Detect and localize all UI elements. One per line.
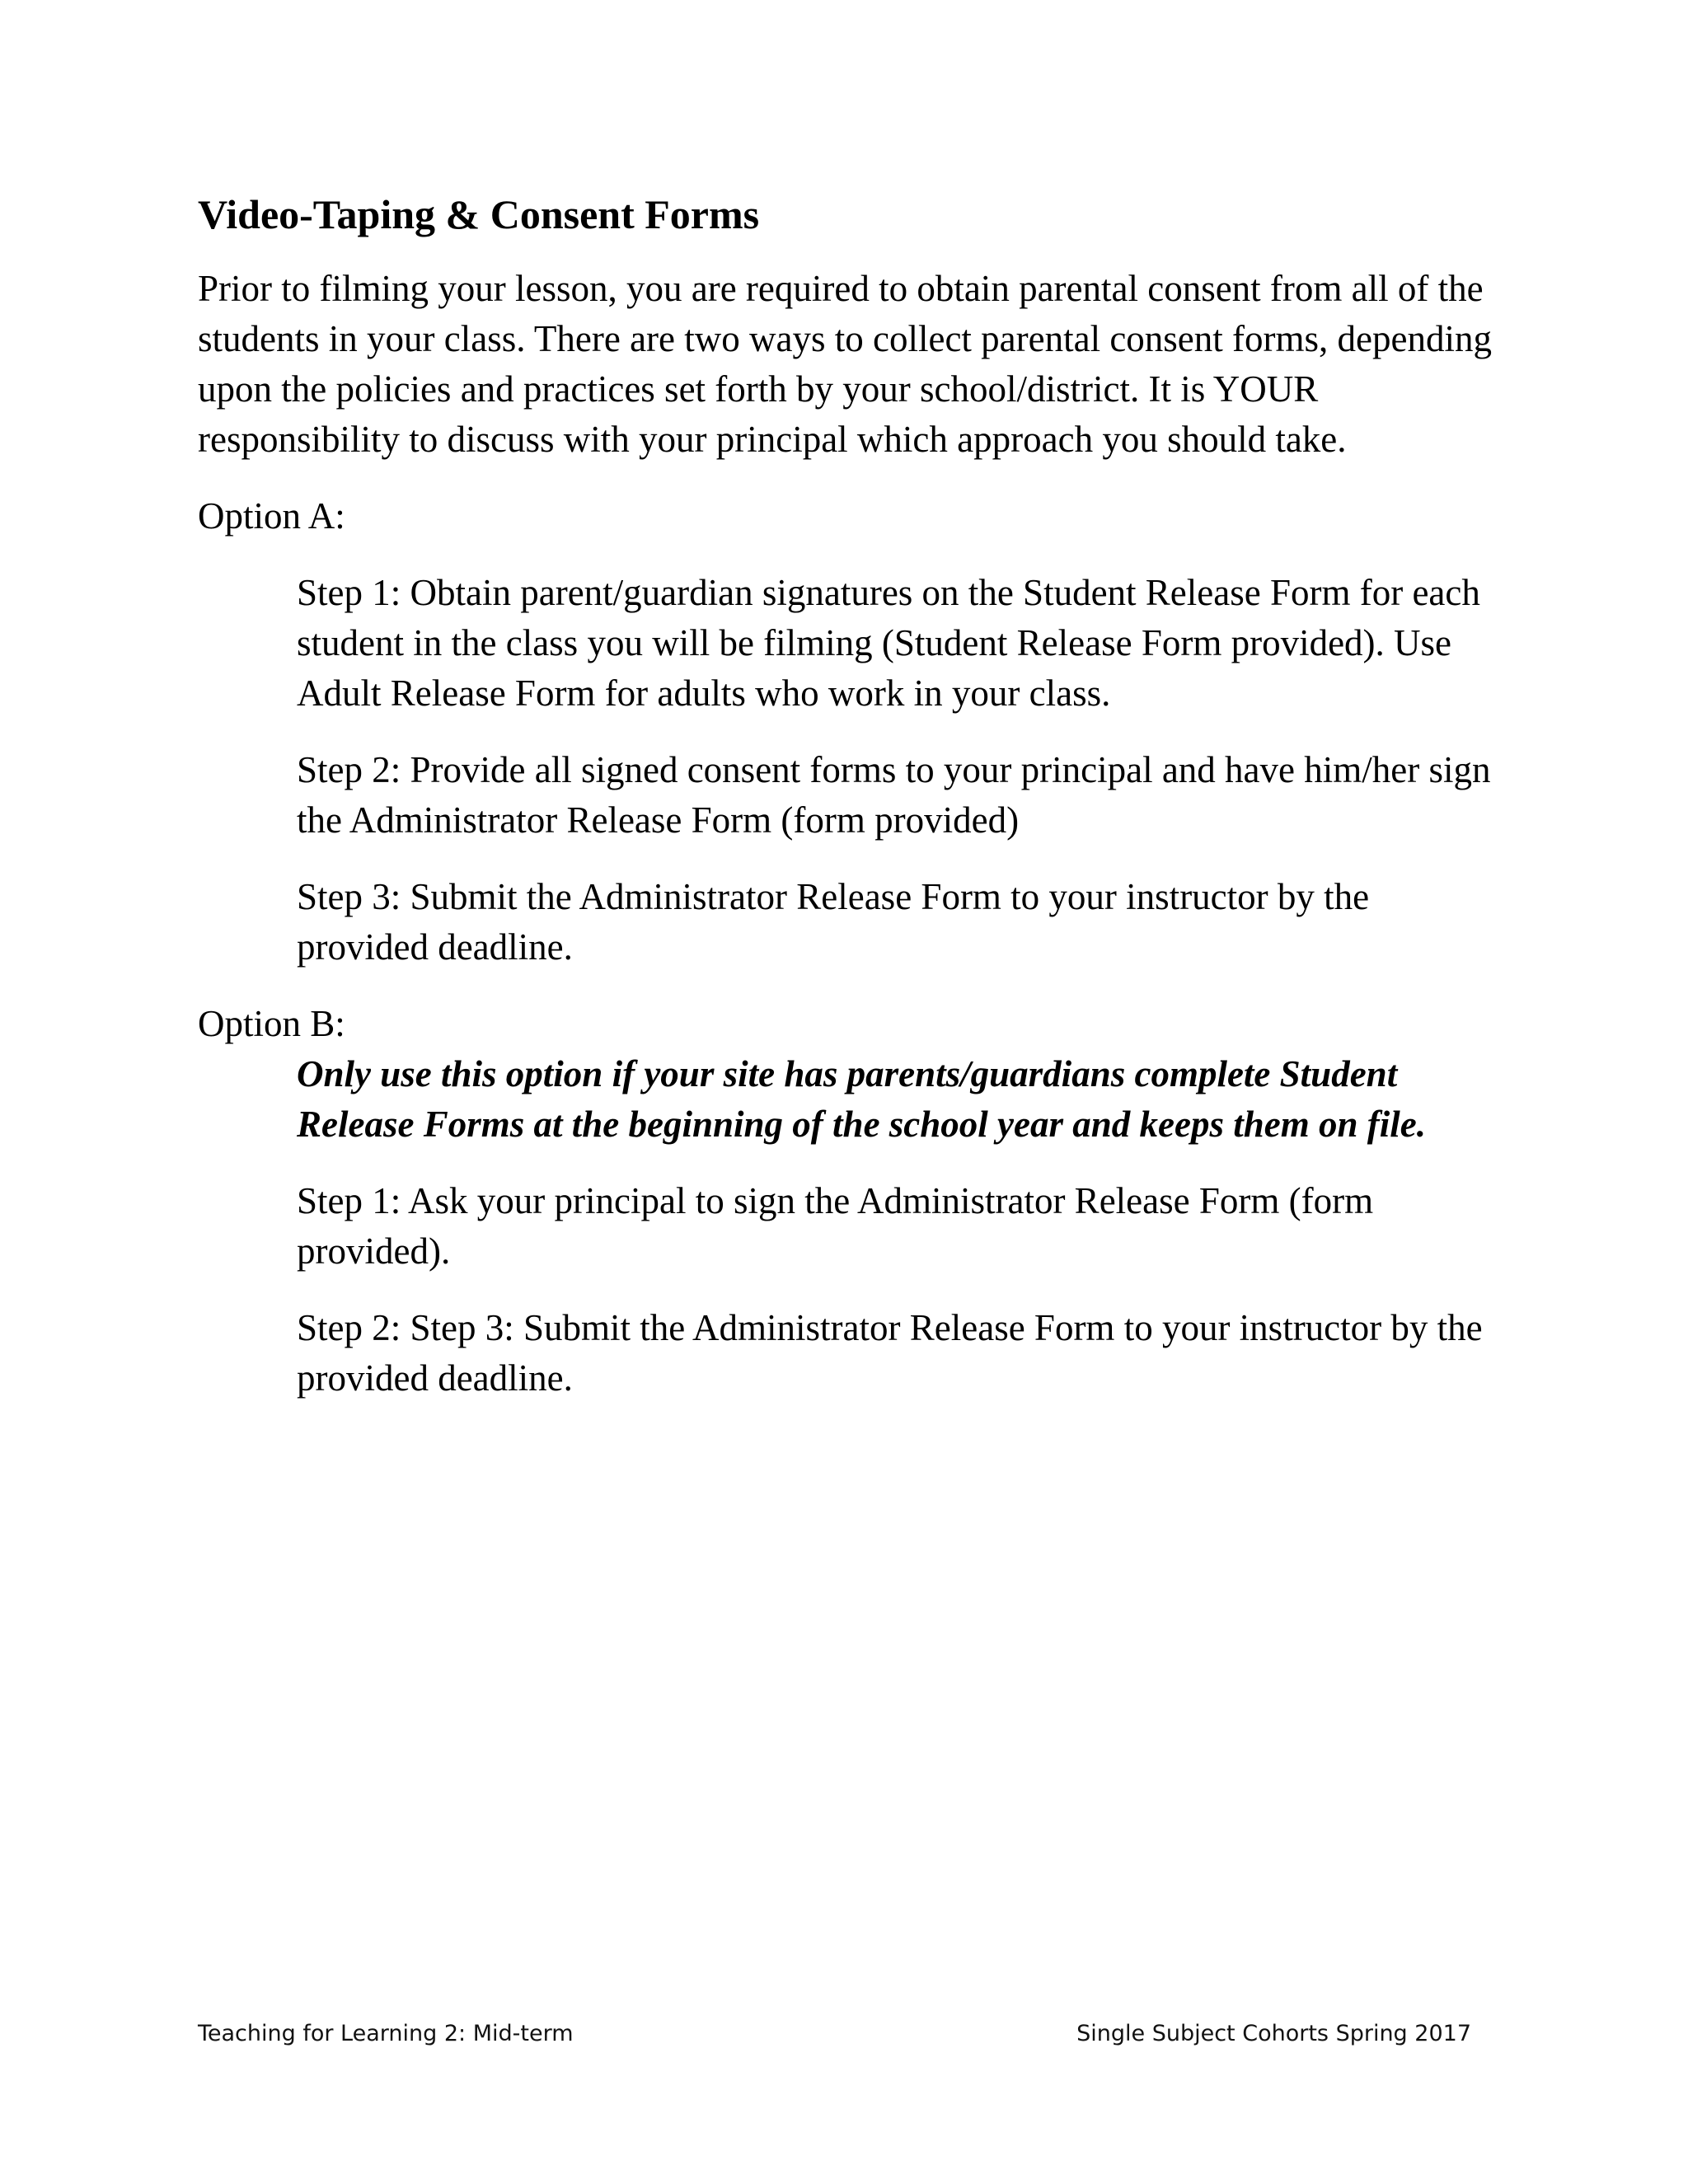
option-b-section: [198, 999, 1500, 1404]
option-a-step-2: Step 2: Provide all signed consent forms to your principal and have him/her sign the Administrator Release Form (form provided): [297, 749, 1491, 841]
document-body: [198, 190, 1500, 1430]
option-b-label: Option B:: [198, 1003, 345, 1044]
footer-right: Single Subject Cohorts Spring 2017: [1076, 2021, 1471, 2046]
option-a-step-1: Step 1: Obtain parent/guardian signatures on the Student Release Form for each student in the class you will be filming (Student Release Form provided). Use Adult Release Form for adults who work in your class.: [297, 572, 1480, 714]
option-b-step-1: Step 1: Ask your principal to sign the Administrator Release Form (form provided).: [297, 1180, 1374, 1272]
option-b-step-2: Step 2: Step 3: Submit the Administrator Release Form to your instructor by the provided deadline.: [297, 1307, 1483, 1399]
option-a-section: [198, 491, 1500, 972]
option-a-step-3: Step 3: Submit the Administrator Release Form to your instructor by the provided deadline.: [297, 876, 1370, 968]
option-a-label: Option A:: [198, 495, 345, 537]
page-footer: [198, 2021, 1471, 2046]
intro-paragraph: Prior to filming your lesson, you are required to obtain parental consent from all of the students in your class. There are two ways to collect parental consent forms, depending upon the policies and practices set forth by your school/district. It is YOUR responsibility to discuss with your principal which approach you should take.: [198, 268, 1492, 460]
option-b-note: Only use this option if your site has parents/guardians complete Student Release Forms at the beginning of the school year and keeps them on file.: [297, 1053, 1426, 1145]
page-title: Video-Taping & Consent Forms: [198, 191, 760, 237]
footer-left: Teaching for Learning 2: Mid-term: [198, 2021, 574, 2046]
